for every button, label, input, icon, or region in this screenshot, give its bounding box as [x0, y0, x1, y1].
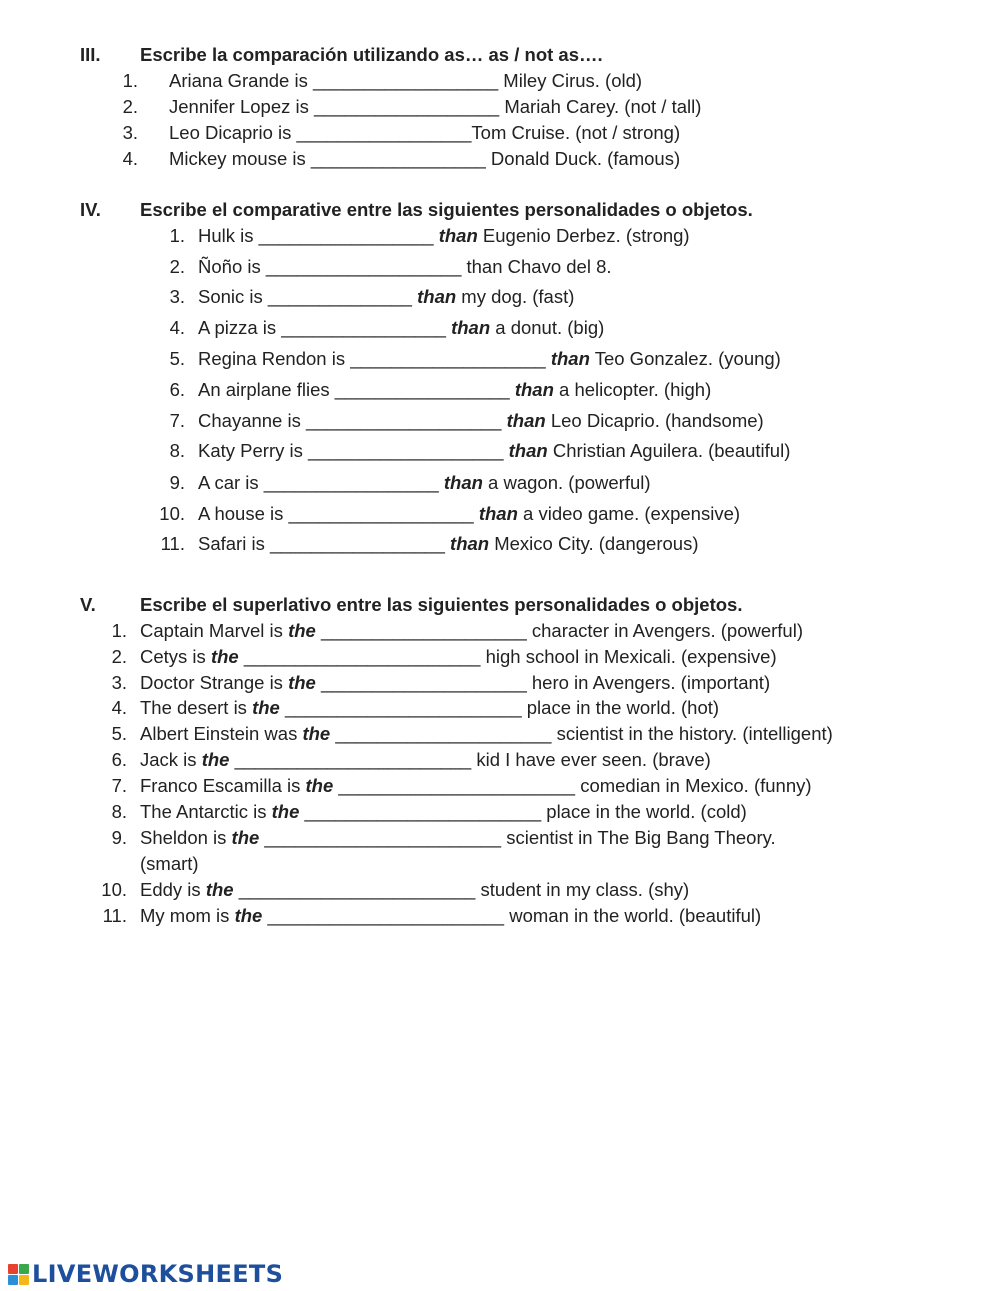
- section-v: [0, 592, 1000, 932]
- item-number: 7.: [169, 410, 185, 431]
- section-iv-title: Escribe el comparative entre las siguientes personalidades o objetos.: [140, 199, 753, 220]
- section-iii-header: [0, 42, 1000, 68]
- section-iii-title: Escribe la comparación utilizando as… as / not as….: [140, 44, 603, 65]
- item-text: Ariana Grande is __________________ Miley Cirus. (old): [169, 70, 643, 91]
- item-text: A car is _________________ than a wagon. (powerful): [198, 472, 651, 493]
- item-text: Leo Dicaprio is _________________Tom Cruise. (not / strong): [169, 122, 681, 143]
- liveworksheets-logo: [8, 1259, 283, 1289]
- item-text: Captain Marvel is the ____________________ character in Avengers. (powerful): [140, 620, 803, 641]
- item-number: 2.: [169, 256, 185, 277]
- item-text: Franco Escamilla is the _______________________ comedian in Mexico. (funny): [140, 775, 812, 796]
- item-text: An airplane flies _________________ than a helicopter. (high): [198, 379, 712, 400]
- item-number: 6.: [111, 749, 127, 770]
- item-number: 4.: [111, 697, 127, 718]
- item-number: 10.: [159, 503, 185, 524]
- item-text: Mickey mouse is _________________ Donald Duck. (famous): [169, 148, 681, 169]
- item-number: 7.: [111, 775, 127, 796]
- item-text: Jennifer Lopez is __________________ Mariah Carey. (not / tall): [169, 96, 702, 117]
- item-text: Sheldon is the _______________________ scientist in The Big Bang Theory.: [140, 827, 776, 848]
- section-iii: [0, 42, 1000, 174]
- section-iii-numeral: III.: [80, 44, 101, 65]
- item-text: Cetys is the _______________________ high school in Mexicali. (expensive): [140, 646, 777, 667]
- item-number: 11.: [102, 905, 127, 926]
- item-text: Jack is the _______________________ kid I have ever seen. (brave): [140, 749, 711, 770]
- section-iv-header: [0, 197, 1000, 223]
- item-number: 5.: [169, 348, 185, 369]
- item-number: 1.: [169, 225, 185, 246]
- item-wrap-text: (smart): [140, 853, 199, 874]
- logo-text: LIVEWORKSHEETS: [32, 1260, 284, 1288]
- item-number: 8.: [169, 440, 185, 461]
- item-number: 2.: [122, 96, 138, 117]
- section-v-header: [0, 592, 1000, 618]
- item-text: Doctor Strange is the ____________________ hero in Avengers. (important): [140, 672, 771, 693]
- item-number: 3.: [122, 122, 138, 143]
- liveworksheets-blocks-icon: [8, 1264, 29, 1285]
- item-text: Ñoño is ___________________ than Chavo del 8.: [198, 256, 612, 277]
- section-iv-numeral: IV.: [80, 199, 101, 220]
- item-text: Chayanne is ___________________ than Leo Dicaprio. (handsome): [198, 410, 764, 431]
- section-v-title: Escribe el superlativo entre las siguientes personalidades o objetos.: [140, 594, 743, 615]
- item-number: 9.: [169, 472, 185, 493]
- item-text: The Antarctic is the _______________________ place in the world. (cold): [140, 801, 747, 822]
- item-number: 6.: [169, 379, 185, 400]
- item-number: 3.: [169, 286, 185, 307]
- item-number: 1.: [111, 620, 127, 641]
- item-number: 2.: [111, 646, 127, 667]
- item-text: Safari is _________________ than Mexico City. (dangerous): [198, 533, 699, 554]
- item-text: Katy Perry is ___________________ than Christian Aguilera. (beautiful): [198, 440, 791, 461]
- item-text: A pizza is ________________ than a donut. (big): [198, 317, 605, 338]
- item-number: 4.: [122, 148, 138, 169]
- item-text: A house is __________________ than a video game. (expensive): [198, 503, 741, 524]
- item-number: 10.: [101, 879, 127, 900]
- item-text: The desert is the _______________________ place in the world. (hot): [140, 697, 720, 718]
- item-number: 8.: [111, 801, 127, 822]
- section-iv: [0, 197, 1000, 557]
- item-text: Hulk is _________________ than Eugenio Derbez. (strong): [198, 225, 690, 246]
- item-number: 11.: [160, 533, 185, 554]
- item-text: Eddy is the _______________________ student in my class. (shy): [140, 879, 690, 900]
- item-text: My mom is the _______________________ woman in the world. (beautiful): [140, 905, 762, 926]
- section-v-numeral: V.: [80, 594, 96, 615]
- item-text: Albert Einstein was the _____________________ scientist in the history. (intelligent): [140, 723, 833, 744]
- item-text: Regina Rendon is ___________________ than Teo Gonzalez. (young): [198, 348, 781, 369]
- item-text: Sonic is ______________ than my dog. (fast): [198, 286, 575, 307]
- item-number: 1.: [122, 70, 138, 91]
- item-number: 3.: [111, 672, 127, 693]
- item-number: 9.: [111, 827, 127, 848]
- item-number: 5.: [111, 723, 127, 744]
- item-number: 4.: [169, 317, 185, 338]
